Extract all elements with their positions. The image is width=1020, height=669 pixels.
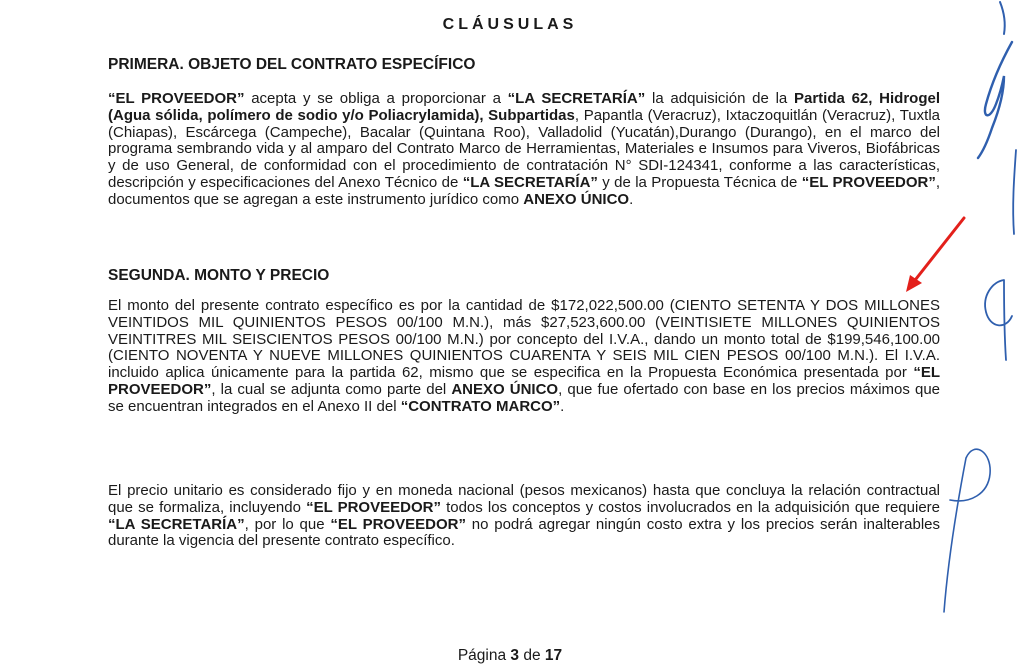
clausulas-heading: CLÁUSULAS (442, 16, 578, 33)
signature-stroke-mid (1013, 150, 1016, 234)
segunda-paragraph-2: El precio unitario es considerado fijo y en moneda nacional (pesos mexicanos) hasta que concluya la relación contractual que se formaliza, incluyendo “EL PROVEEDOR” todos los conceptos y costos involucrados en la adquisición que requiere “LA SECRETARÍA”, por lo que “EL PROVEEDOR” no podrá agregar ningún costo extra y los precios serán inalterables durante la vigencia del presente contrato específico. (108, 482, 941, 550)
red-arrow-line (912, 218, 964, 284)
primera-paragraph: “EL PROVEEDOR” acepta y se obliga a proporcionar a “LA SECRETARÍA” la adquisición de la Partida 62, Hidrogel (Agua sólida, polímero de sodio y/o Poliacrylamida), Subpartidas, Papantla (Veracruz), Ixtaczoquitlán (Veracruz), Tuxtla (Chiapas), Escárcega (Campeche), Bacalar (Quintana Roo), Valladolid (Yucatán),Durango (Durango), en el marco del programa sembrando vida y al amparo del Contrato Marco de Herramientas, Materiales e Insumos para Viveros, Biofábricas y de uso General, de conformidad con el procedimiento de contratación N° SDI-124341, conforme a las características, descripción y especificaciones del Anexo Técnico de “LA SECRETARÍA” y de la Propuesta Técnica de “EL PROVEEDOR”, documentos que se agregan a este instrumento jurídico como ANEXO ÚNICO. (108, 90, 941, 208)
signature-p (944, 449, 990, 612)
signature-initials (978, 42, 1012, 158)
red-arrow-head (906, 275, 922, 292)
segunda-title: SEGUNDA. MONTO Y PRECIO (108, 267, 330, 284)
page-footer: Página 3 de 17 (457, 647, 563, 664)
primera-title: PRIMERA. OBJETO DEL CONTRATO ESPECÍFICO (108, 56, 476, 73)
segunda-paragraph-1: El monto del presente contrato específico es por la cantidad de $172,022,500.00 (CIENTO SETENTA Y DOS MILLONES VEINTIDOS MIL QUINIENTOS PESOS 00/100 M.N.), más $27,523,600.00 (VEINTISIETE MILLONES QUINIENTOS VEINTITRES MIL SEISCIENTOS PESOS 00/100 M.N.) por concepto del I.V.A., dando un monto total de $199,546,100.00 (CIENTO NOVENTA Y NUEVE MILLONES QUINIENTOS CUARENTA Y SEIS MIL CIEN PESOS 00/100 M.N.). El I.V.A. incluido aplica únicamente para la partida 62, mismo que se especifica en la Propuesta Económica presentada por “EL PROVEEDOR”, la cual se adjunta como parte del ANEXO ÚNICO, que fue ofertado con base en los precios máximos que se encuentran integrados en el Anexo II del “CONTRATO MARCO”. (108, 297, 941, 415)
signature-loop (985, 280, 1012, 360)
